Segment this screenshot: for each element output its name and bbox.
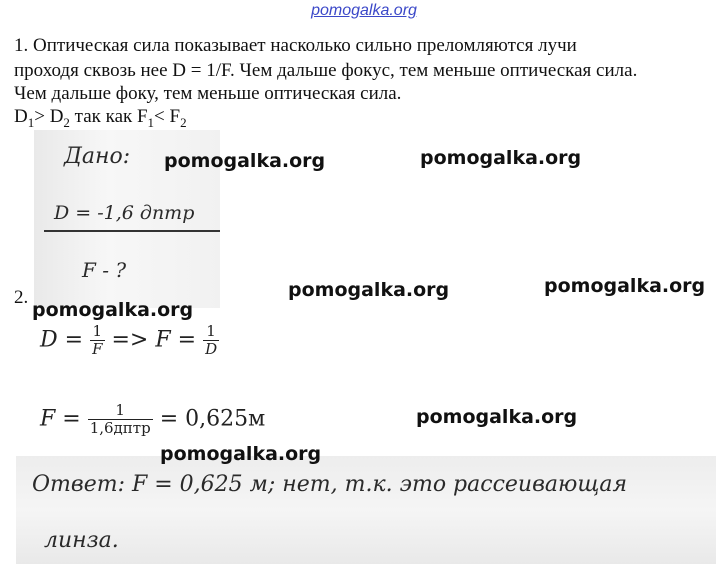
formula1-fraction-2 (203, 323, 219, 358)
watermark: pomogalka.org (32, 299, 194, 321)
site-link[interactable]: pomogalka.org (311, 2, 417, 19)
answer-line-2: линза. (44, 528, 119, 553)
given-d-value: D = -1,6 дптр (54, 202, 195, 224)
given-label: Дано: (64, 144, 131, 169)
d1-label: D (14, 106, 28, 127)
d2-subscript: 2 (63, 114, 70, 130)
f1-subscript: 1 (147, 114, 155, 130)
f2-subscript: 2 (180, 114, 187, 130)
lt-f2-label: < F (154, 106, 181, 127)
formula2-lhs: F = (40, 406, 81, 432)
formula-1 (40, 323, 219, 358)
formula1-fraction-1 (90, 323, 104, 358)
formula1-frac2-numerator: 1 (206, 322, 216, 340)
answer-photo (16, 456, 716, 564)
formula1-lhs: D = (40, 327, 84, 353)
formula2-rhs: = 0,625м (159, 406, 266, 432)
formula-2 (40, 402, 265, 437)
watermark: pomogalka.org (420, 147, 582, 169)
gt-d2-label: > D (34, 106, 64, 127)
watermark: pomogalka.org (544, 275, 706, 297)
formula2-fraction (88, 402, 153, 437)
formula1-frac2-denominator: D (205, 340, 218, 358)
formula2-denominator: 1,6дптр (89, 419, 151, 437)
formula2-numerator: 1 (115, 401, 125, 419)
since-f1-label: так как F (69, 106, 148, 127)
item-number-2: 2. (14, 287, 29, 308)
text-line-1: 1. Оптическая сила показывает насколько сильно преломляются лучи (14, 35, 577, 56)
text-line-2: проходя сквозь нее D = 1/F. Чем дальше фокус, тем меньше оптическая сила. (14, 60, 638, 81)
answer-line-1: Ответ: F = 0,625 м; нет, т.к. это рассеивающая (32, 472, 628, 497)
given-divider (44, 230, 220, 232)
formula1-frac1-denominator: F (92, 340, 103, 358)
watermark: pomogalka.org (288, 279, 450, 301)
watermark: pomogalka.org (416, 406, 578, 428)
formula1-arrow: => F = (111, 327, 197, 353)
text-line-3: Чем дальше фоку, тем меньше оптическая сила. (14, 83, 402, 104)
watermark: pomogalka.org (164, 150, 326, 172)
given-f-question: F - ? (82, 258, 127, 282)
formula1-frac1-numerator: 1 (92, 322, 103, 340)
watermark: pomogalka.org (160, 443, 322, 465)
d1-subscript: 1 (27, 114, 35, 130)
